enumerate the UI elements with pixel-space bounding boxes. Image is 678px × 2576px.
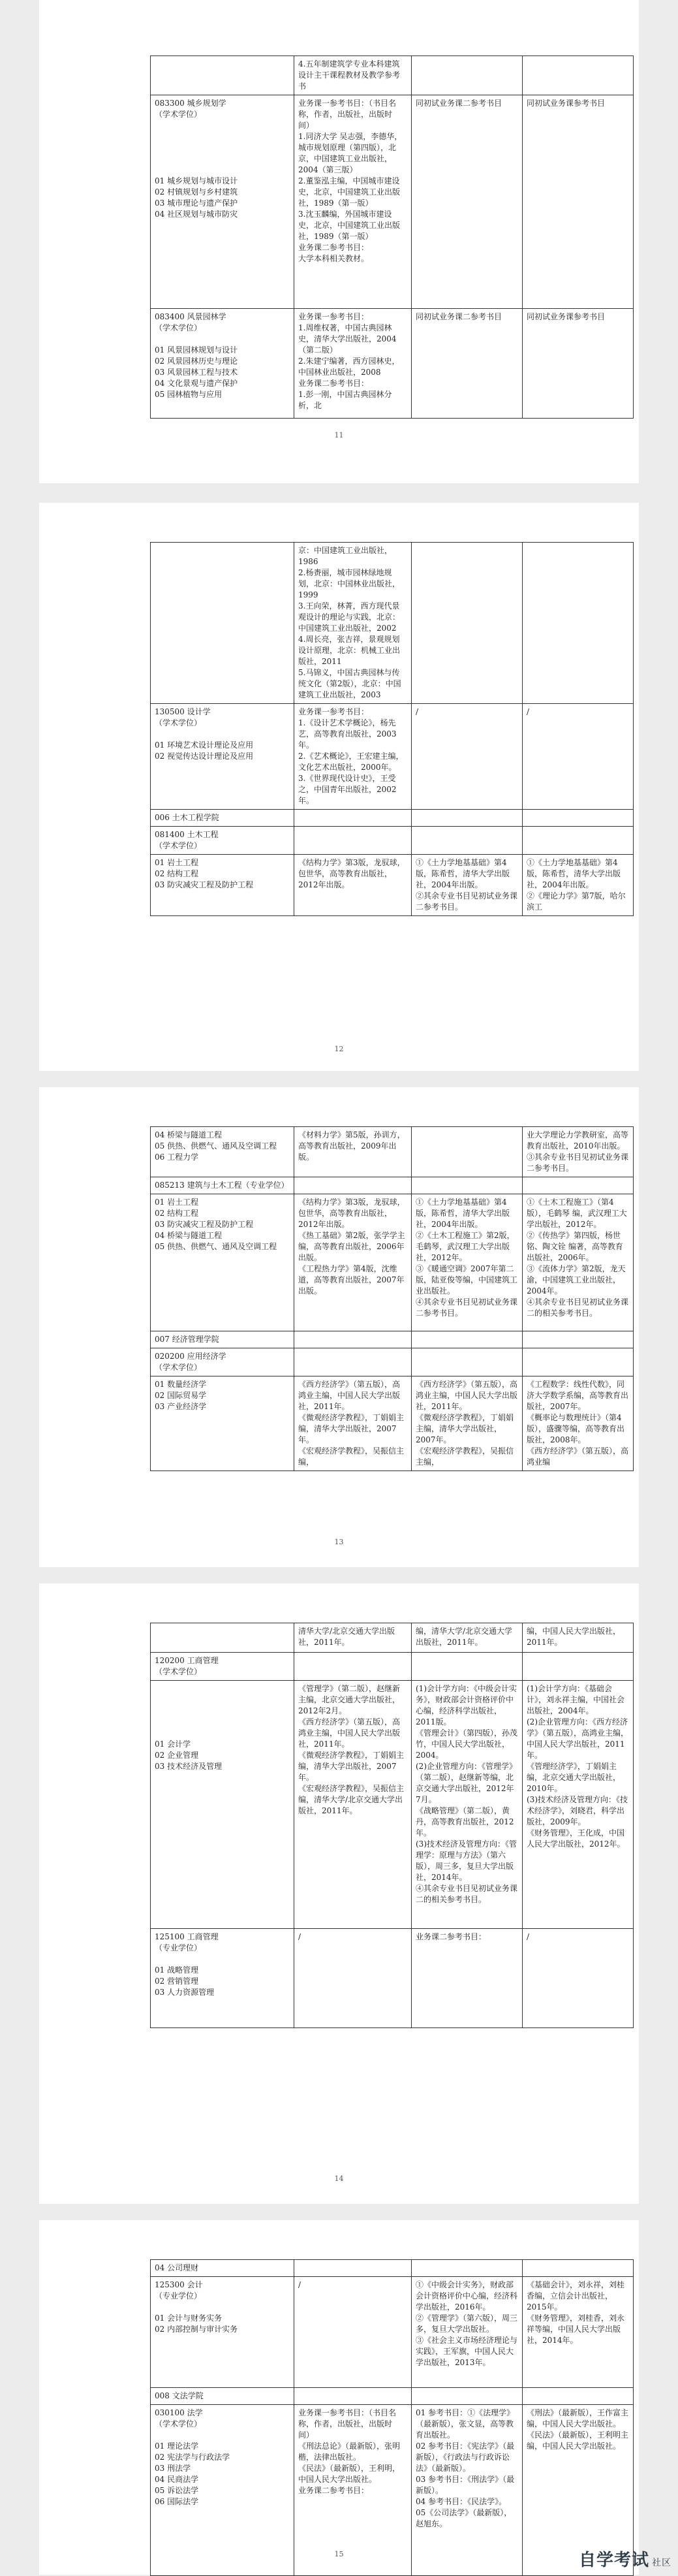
table-row (151, 855, 634, 916)
table-cell (523, 1348, 634, 1376)
table-cell: / (412, 704, 523, 810)
table-cell (523, 1331, 634, 1348)
bibliography-table (150, 1623, 634, 2028)
table-cell: (1)会计学方向：《中级会计实务》，财政部会计资格评价中心编，经济科学出版社，2011版。 《管理会计》（第四版），孙茂竹，中国人民大学出版社，2004。 (2)企业管理方向：《管理学》（第二版），赵继新等编，北京交通大学出版社，2012年7月。 《战略管理》（第二版），黄丹，高等教育出版社，2012年。 (3)技术经济及管理方向：《管理学：原理与方法》（第六版），周三多，复旦大学出版社，2014年。 ④其余专业书目见初试业务课二的相关参考书目。 (412, 1681, 523, 1929)
table-cell: 007 经济管理学院 (151, 1331, 294, 1348)
table-cell (523, 1653, 634, 1681)
document-page (39, 0, 639, 483)
table-cell: 04 公司理财 (151, 2260, 294, 2277)
table-cell: / (523, 704, 634, 810)
table-cell: 083300 城乡规划学 （学术学位） 01 城乡规划与城市设计 02 村镇规划与乡村建筑 03 城市理论与遗产保护 04 社区规划与城市防灾 (151, 95, 294, 309)
table-row (151, 1127, 634, 1177)
table-cell: ①《土木工程施工》（第4版），毛鹤琴 编，武汉理工大学出版社，2012年。 ②《传热学》第四版，杨世铭、陶文铨 编著，高等教育出版社，2006年。 ③《流体力学》第2版，龙天渝，中国建筑工业出版社，2004年。 ④其余专业书目见初试业务课二的相关参考书目。 (523, 1194, 634, 1331)
table-cell: 020200 应用经济学 （学术学位） (151, 1348, 294, 1376)
table-cell: ①《土力学地基基础》第4版，陈希哲，清华大学出版社，2004年出版。 ②《理论力学》第7版，哈尔滨工 (523, 855, 634, 916)
table-cell (523, 810, 634, 827)
table-cell: 编，清华大学/北京交通大学出版社，2011年。 (412, 1623, 523, 1653)
table-cell (151, 1623, 294, 1653)
table-cell (294, 1331, 412, 1348)
table-cell: 同初试业务课参考书目 (523, 309, 634, 419)
watermark-sub: 社区 (652, 2558, 671, 2568)
table-cell: 130500 设计学 （学术学位） 01 环境艺术设计理论及应用 02 视觉传达设计理论及应用 (151, 704, 294, 810)
table-cell: 《材料力学》第5版，孙训方，高等教育出版社，2009年出版。 (294, 1127, 412, 1177)
table-cell: 《西方经济学》（第五版），高鸿业主编，中国人民大学出版社，2011年。 《微观经济学教程》，丁娟娟主编，清华大学出版社，2007年。 《宏观经济学教程》，吴振信主编， (294, 1376, 412, 1471)
table-row (151, 2260, 634, 2277)
table-cell (412, 543, 523, 704)
table-cell: ①《中级会计实务》，财政部会计资格评价中心编，经济科学出版社，2016年。 ②《管理学》（第六版），周三多，复旦大学出版社。 ③《社会主义市场经济理论与实践》，王军旗，中国人民大学出版社，2013年。 (412, 2277, 523, 2388)
bibliography-table (150, 1126, 634, 1471)
table-cell: 01 岩土工程 02 结构工程 03 防灾减灾工程及防护工程 (151, 855, 294, 916)
table-cell: 业务课二参考书目： (412, 1929, 523, 2028)
document-page (39, 1087, 639, 1567)
page-number: 11 (334, 431, 344, 439)
document-page (39, 1583, 639, 2204)
table-cell: 083400 风景园林学 （学术学位） 01 风景园林规划与设计 02 风景园林历史与理论 03 风景园林工程与技术 04 文化景观与遗产保护 05 园林植物与应用 (151, 309, 294, 419)
table-cell: 085213 建筑与土木工程（专业学位） (151, 1177, 294, 1194)
table-cell (412, 827, 523, 855)
table-cell (412, 1653, 523, 1681)
page-number: 12 (334, 1045, 344, 1053)
page-number: 15 (334, 2550, 344, 2558)
table-row (151, 827, 634, 855)
table-row (151, 1623, 634, 1653)
table-cell: 006 土木工程学院 (151, 810, 294, 827)
table-cell (151, 56, 294, 95)
table-row (151, 309, 634, 419)
table-cell: 京：中国建筑工业出版社，1986 2.杨赉丽，城市园林绿地规划，北京：中国林业出版社，1999 3.王向荣，林菁，西方现代景观设计的理论与实践，北京：中国建筑工业出版社，2002 4.周长亮，张吉祥，景观规划设计原理，北京：机械工业出版社，2011 5.马锦义，中国古典园林与传统文化（第2版），北京：中国建筑工业出版社，2003 (294, 543, 412, 704)
bibliography-table (150, 542, 634, 916)
table-cell (523, 827, 634, 855)
table-cell: 业务课一参考书目：（书目名称，作者，出版社，出版时间） 1.同济大学 吴志强，李德华，城市规划原理（第四版），北京，中国建筑工业出版社，2004（第三版） 2.董鉴泓主编，中国城市建设史，北京，中国建筑工业出版社，1989（第一版） 3.沈玉麟编，外国城市建设史，北京，中国建筑工业出版社，1989（第一版） 业务课二参考书目： 大学本科相关教材。 (294, 95, 412, 309)
table-cell: 030100 法学 （学术学位） 01 理论法学 02 宪法学与行政法学 03 刑法学 04 民商法学 05 诉讼法学 06 国际法学 (151, 2405, 294, 2576)
table-cell: 125100 工商管理 （专业学位） 01 战略管理 02 营销管理 03 人力资源管理 (151, 1929, 294, 2028)
table-cell: 业大学理论力学教研室，高等教育出版社，2010年出版。 ③其余专业书目见初试业务课二参考书目。 (523, 1127, 634, 1177)
table-cell (523, 543, 634, 704)
table-cell (523, 1177, 634, 1194)
table-cell (294, 1653, 412, 1681)
bibliography-table (150, 56, 634, 419)
table-cell (294, 1177, 412, 1194)
table-cell (294, 810, 412, 827)
table-cell: / (294, 2277, 412, 2388)
page-number: 13 (334, 1538, 344, 1546)
table-cell (412, 2388, 523, 2405)
document-page (39, 503, 639, 1071)
table-cell: 008 文法学院 (151, 2388, 294, 2405)
table-cell: 120200 工商管理 （学术学位） (151, 1653, 294, 1681)
table-cell (412, 2260, 523, 2277)
table-cell: 《结构力学》第3版，龙驭球，包世华，高等教育出版社，2012年出版。 (294, 855, 412, 916)
table-cell (523, 56, 634, 95)
table-cell (412, 1127, 523, 1177)
table-cell: 《基础会计》，刘永祥，刘桂香编，立信会计出版社，2015年。 《财务管理》，刘桂香，刘永祥等编，中国人民大学出版社，2014年。 (523, 2277, 634, 2388)
table-cell: 《结构力学》第3版，龙驭球，包世华，高等教育出版社，2012年出版。 《热工基础》第2版，张学学主编，高等教育出版社，2006年出版。 《工程热力学》第4版，沈维道，高等教育出版社，2007年出版。 (294, 1194, 412, 1331)
bibliography-table (150, 2259, 634, 2576)
table-cell: / (294, 1929, 412, 2028)
table-cell: 编，中国人民大学出版社，2011年。 (523, 1623, 634, 1653)
table-cell (523, 2260, 634, 2277)
table-cell: 01 参考书目：①《法理学》（最新版），张文显，高等教育出版社。 02 参考书目：《宪法学》（最新版），《行政法与行政诉讼法》（最新版）。 03 参考书目：《刑法学》（最新版）。 04 参考书目：《民法学》。 05《公司法学》（最新版），赵旭东。 (412, 2405, 523, 2576)
table-cell (151, 543, 294, 704)
table-row (151, 1194, 634, 1331)
table-cell: 同初试业务课二参考书目 (412, 309, 523, 419)
page-number: 14 (334, 2174, 344, 2183)
watermark-logo (579, 2547, 671, 2571)
table-cell (412, 810, 523, 827)
table-row (151, 1376, 634, 1471)
table-row (151, 1653, 634, 1681)
table-cell: 业务课一参考书目：（书目名称，作者，出版社，出版时间） 《刑法总论》（最新版），张明楷，法律出版社。 《民法》（最新版），王利明，中国人民大学出版社。 业务课二参考书目： (294, 2405, 412, 2576)
table-cell: / (523, 1929, 634, 2028)
table-cell: 01 数量经济学 02 国际贸易学 03 产业经济学 (151, 1376, 294, 1471)
table-cell: 04 桥梁与隧道工程 05 供热、供燃气、通风及空调工程 06 工程力学 (151, 1127, 294, 1177)
table-cell: 01 会计学 02 企业管理 03 技术经济及管理 (151, 1681, 294, 1929)
table-cell: 同初试业务课参考书目 (523, 95, 634, 309)
table-cell: 业务课一参考书目： 1.周维权著，中国古典园林史，清华大学出版社，2004（第二版） 2.朱建宁编著，西方园林史，中国林业出版社，2008 业务课二参考书目： 1.彭一刚，中国古典园林分析，北 (294, 309, 412, 419)
table-row (151, 810, 634, 827)
table-row (151, 1177, 634, 1194)
table-cell (412, 1348, 523, 1376)
table-row (151, 1331, 634, 1348)
table-cell: 业务课一参考书目： 1.《设计艺术学概论》，杨先艺，高等教育出版社，2003年。 2.《艺术概论》，王宏建主编，文化艺术出版社，2000年。 3.《世界现代设计史》，王受之，中国青年出版社，2002年。 (294, 704, 412, 810)
table-cell: 125300 会计 （专业学位） 01 会计与财务实务 02 内部控制与审计实务 (151, 2277, 294, 2388)
table-row (151, 1348, 634, 1376)
table-row (151, 2388, 634, 2405)
table-cell (412, 56, 523, 95)
table-cell (412, 1331, 523, 1348)
table-cell (412, 1177, 523, 1194)
document-page (39, 2220, 639, 2575)
table-cell: 4.五年制建筑学专业本科建筑设计主干课程教材及教学参考书 (294, 56, 412, 95)
table-cell: 《刑法》（最新版），王作富主编，中国人民大学出版社。 《民法》（最新版），王利明主编，中国人民大学出版社。 (523, 2405, 634, 2576)
table-cell: 《工程数学：线性代数》，同济大学数学系编，高等教育出版社，2007年。 《概率论与数理统计》（第4版），盛骤等编，高等教育出版社，2008年。 《西方经济学》（第五版），高鸿业编 (523, 1376, 634, 1471)
table-row (151, 56, 634, 95)
table-cell: 《西方经济学》（第五版），高鸿业主编，中国人民大学出版社，2011年。 《微观经济学教程》，丁娟娟主编，清华大学出版社，2007年。 《宏观经济学教程》，吴振信主编， (412, 1376, 523, 1471)
table-cell: 01 岩土工程 02 结构工程 03 防灾减灾工程及防护工程 04 桥梁与隧道工程 05 供热、供燃气、通风及空调工程 (151, 1194, 294, 1331)
table-cell (294, 2260, 412, 2277)
table-cell: 同初试业务课二参考书目 (412, 95, 523, 309)
watermark-text: 自学考试 (578, 2551, 649, 2570)
table-cell (294, 2388, 412, 2405)
table-cell: (1)会计学方向：《基础会计》，刘永祥主编，中国社会出版社，2004年。 (2)企业管理方向：《西方经济学》（第五版），高鸿业主编，中国人民大学出版社，2011年。 《管理经济学》，丁娟娟主编，北京交通大学出版社，2010年。 (3)技术经济及管理方向：《技术经济学》，刘晓君，科学出版社，2009年。 《财务管理》，王化成，中国人民大学出版社，2012年。 (523, 1681, 634, 1929)
table-row (151, 95, 634, 309)
table-cell (523, 2388, 634, 2405)
table-row (151, 1681, 634, 1929)
table-cell: 《管理学》（第二版），赵继新主编，北京交通大学出版社，2012年2月。 《西方经济学》（第五版），高鸿业主编，中国人民大学出版社，2011年。 《微观经济学教程》，丁娟娟主编，清华大学出版社，2007年。 《宏观经济学教程》，吴振信主编，清华大学/北京交通大学出版社，2011年。 (294, 1681, 412, 1929)
table-cell: ①《土力学地基基础》第4版，陈希哲，清华大学出版社，2004年出版。 ②《土木工程施工》第2版，毛鹤琴，武汉理工大学出版社，2012年。 ③《暖通空调》2007年第二版，陆亚俊等编，中国建筑工业出版社。 ④其余专业书目见初试业务课二参考书目。 (412, 1194, 523, 1331)
table-cell (294, 827, 412, 855)
table-cell (294, 1348, 412, 1376)
table-cell: 081400 土木工程 （学术学位） (151, 827, 294, 855)
table-row (151, 2277, 634, 2388)
table-row (151, 543, 634, 704)
table-row (151, 704, 634, 810)
table-cell: 清华大学/北京交通大学出版社，2011年。 (294, 1623, 412, 1653)
table-row (151, 1929, 634, 2028)
table-cell: ①《土力学地基基础》第4版，陈希哲，清华大学出版社，2004年出版。 ②其余专业书目见初试业务课二参考书目。 (412, 855, 523, 916)
